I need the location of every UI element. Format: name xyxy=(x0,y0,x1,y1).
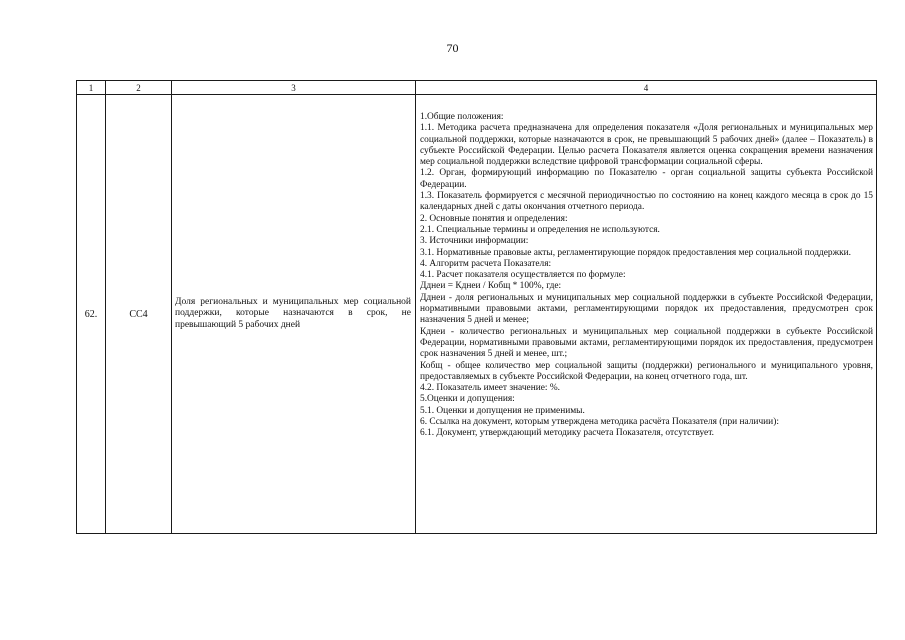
methodology-paragraph: Кобщ - общее количество мер социальной защиты (поддержки) регионального и муниципального уровня, предоставляемых в субъекте Российской Федерации, на конец отчетного года, шт. xyxy=(420,360,873,382)
methodology-paragraph: 6.1. Документ, утверждающий методику расчета Показателя, отсутствует. xyxy=(420,428,714,439)
header-cell-3: 3 xyxy=(172,81,416,95)
methodology-paragraph: 2. Основные понятия и определения: xyxy=(420,213,568,224)
methodology-paragraph: 2.1. Специальные термины и определения не используются. xyxy=(420,224,660,235)
page-number: 70 xyxy=(446,41,459,55)
methodology-paragraph: 1.2. Орган, формирующий информацию по Показателю - орган социальной защиты субъекта Российской Федерации. xyxy=(420,168,873,190)
methodology-paragraph: 4.2. Показатель имеет значение: %. xyxy=(420,383,561,394)
methodology-paragraph: Кднеи - количество региональных и муниципальных мер социальной поддержки в субъекте Российской Федерации, нормативными правовыми актами, регламентирующими порядок их предоставления, предусмотрен срок назначения 5 дней и менее, шт.; xyxy=(420,326,873,360)
methodology-paragraph: 5.Оценки и допущения: xyxy=(420,394,515,405)
methodology-paragraph: Дднеи = Кднеи / Кобщ * 100%, где: xyxy=(420,281,562,292)
methodology-paragraph: 3. Источники информации: xyxy=(420,236,529,247)
table-row xyxy=(77,95,877,534)
header-cell-2: 2 xyxy=(106,81,172,95)
methodology-text xyxy=(420,112,873,440)
methodology-paragraph: Дднеи - доля региональных и муниципальных мер социальной поддержки в субъекте Российской Федерации, нормативными правовыми актами, регламентирующими порядок их предоставления, предусмотрен срок назначения 5 дней и менее; xyxy=(420,292,873,326)
methodology-paragraph: 3.1. Нормативные правовые акты, регламентирующие порядок предоставления мер социальной поддержки. xyxy=(420,247,852,258)
methodology-paragraph: 1.Общие положения: xyxy=(420,112,504,122)
indicator-table xyxy=(76,80,877,534)
header-cell-1: 1 xyxy=(77,81,106,95)
methodology-paragraph: 1.1. Методика расчета предназначена для определения показателя «Доля региональных и муниципальных мер социальной поддержки, которые назначаются в срок, не превышающий 5 рабочих дней» (далее – Показатель) в субъекте Российской Федерации. Целью расчета Показателя является оценка сокращения времени назначения мер социальной поддержки вследствие цифровой трансформации социальной сферы. xyxy=(420,123,873,168)
methodology-paragraph: 6. Ссылка на документ, которым утверждена методика расчёта Показателя (при наличии): xyxy=(420,417,779,428)
header-cell-4: 4 xyxy=(416,81,877,95)
methodology-paragraph: 1.3. Показатель формируется с месячной периодичностью по состоянию на конец каждого месяца в срок до 15 календарных дней с даты окончания отчетного периода. xyxy=(420,191,873,213)
indicator-name: Доля региональных и муниципальных мер социальной поддержки, которые назначаются в срок, не превышающий 5 рабочих дней xyxy=(172,95,416,534)
methodology-paragraph: 4. Алгоритм расчета Показателя: xyxy=(420,258,552,269)
row-number: 62. xyxy=(77,95,106,534)
table-header-row xyxy=(77,81,877,95)
methodology-paragraph: 4.1. Расчет показателя осуществляется по формуле: xyxy=(420,270,626,281)
methodology-paragraph: 5.1. Оценки и допущения не применимы. xyxy=(420,405,585,416)
indicator-code: СС4 xyxy=(106,95,172,534)
methodology-cell xyxy=(416,95,877,534)
